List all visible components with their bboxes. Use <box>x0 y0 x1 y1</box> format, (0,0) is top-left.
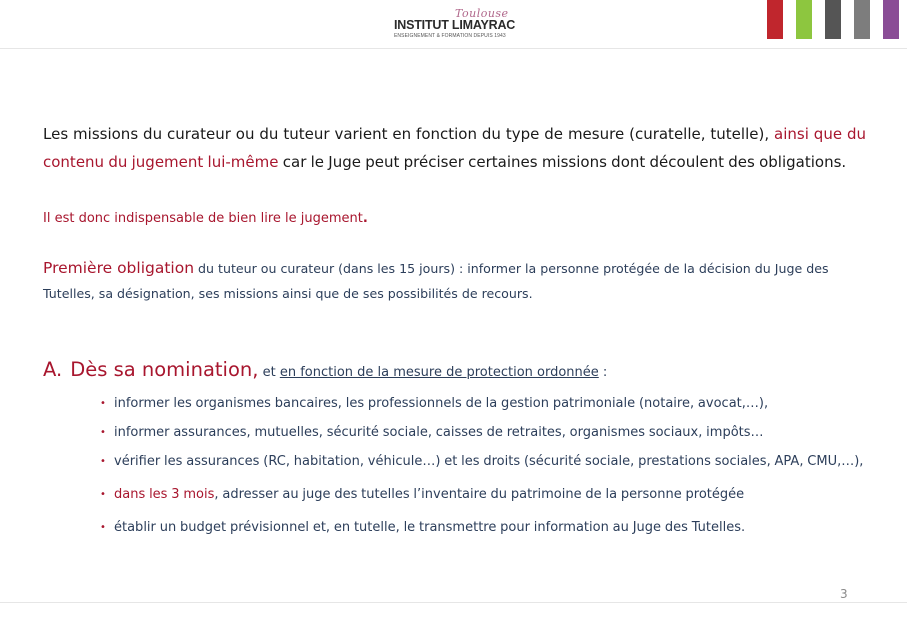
footer-divider <box>0 602 907 603</box>
first-obligation-lead: Première obligation <box>43 259 195 277</box>
bullet-icon: • <box>100 522 106 533</box>
list-item-text: , adresser au juge des tutelles l’inventaire du patrimoine de la personne protégée <box>214 487 745 502</box>
bullet-icon: • <box>100 427 106 438</box>
list-item-text: informer les organismes bancaires, les professionnels de la gestion patrimoniale (notaire, avocat,…), <box>114 396 769 411</box>
warning-note-text: Il est donc indispensable de bien lire le jugement <box>43 211 363 226</box>
list-item <box>100 391 868 416</box>
color-bars <box>767 0 899 39</box>
intro-paragraph <box>43 121 866 176</box>
color-bar-1 <box>767 0 783 39</box>
warning-note-end: . <box>362 211 368 226</box>
bullet-icon: • <box>100 489 106 500</box>
section-colon: : <box>598 365 608 380</box>
intro-part-1: Les missions du curateur ou du tuteur varient en fonction du type de mesure (curatelle, tutelle), <box>43 125 775 143</box>
list-item-text: vérifier les assurances (RC, habitation, véhicule…) et les droits (sécurité sociale, prestations sociales, APA, CMU,…), <box>114 454 864 469</box>
logo-name-text: INSTITUT LIMAYRAC <box>394 18 516 32</box>
section-letter: A. <box>43 358 63 381</box>
page-number: 3 <box>840 587 848 601</box>
list-item <box>100 482 868 507</box>
list-item-highlight: dans les 3 mois <box>114 487 215 502</box>
logo-tagline-text: ENSEIGNEMENT & FORMATION DEPUIS 1943 <box>394 33 506 39</box>
first-obligation-paragraph <box>43 256 866 306</box>
warning-note <box>43 209 866 229</box>
list-item <box>100 515 868 540</box>
first-obligation-end: . <box>528 286 533 301</box>
intro-highlight: ainsi que du contenu du jugement lui-même <box>43 125 867 171</box>
color-bar-5 <box>883 0 899 39</box>
color-bar-4 <box>854 0 870 39</box>
section-heading <box>43 357 866 386</box>
page-header <box>0 0 907 49</box>
bullet-icon: • <box>100 456 106 467</box>
logo-script-text: Toulouse <box>455 7 509 20</box>
bullet-icon: • <box>100 398 106 409</box>
section-et: et <box>258 365 280 380</box>
obligations-list <box>100 391 868 544</box>
intro-part-3: car le Juge peut préciser certaines missions dont découlent des obligations. <box>278 152 847 171</box>
color-bar-2 <box>796 0 812 39</box>
section-comma: , <box>252 358 259 381</box>
section-underlined-text: en fonction de la mesure de protection ordonnée <box>279 365 599 380</box>
section-title: Dès sa nomination <box>70 358 253 381</box>
list-item-text: établir un budget prévisionnel et, en tutelle, le transmettre pour information au Juge des Tutelles. <box>114 520 746 535</box>
list-item-text: informer assurances, mutuelles, sécurité sociale, caisses de retraites, organismes sociaux, impôts… <box>114 425 764 440</box>
color-bar-3 <box>825 0 841 39</box>
list-item <box>100 449 868 474</box>
first-obligation-text: du tuteur ou curateur (dans les 15 jours) : informer la personne protégée de la décision du Juge des Tutelles, sa désignation, ses missions ainsi que de ses possibilités de recours <box>43 261 829 301</box>
institut-limayrac-logo <box>393 7 523 43</box>
list-item <box>100 420 868 445</box>
